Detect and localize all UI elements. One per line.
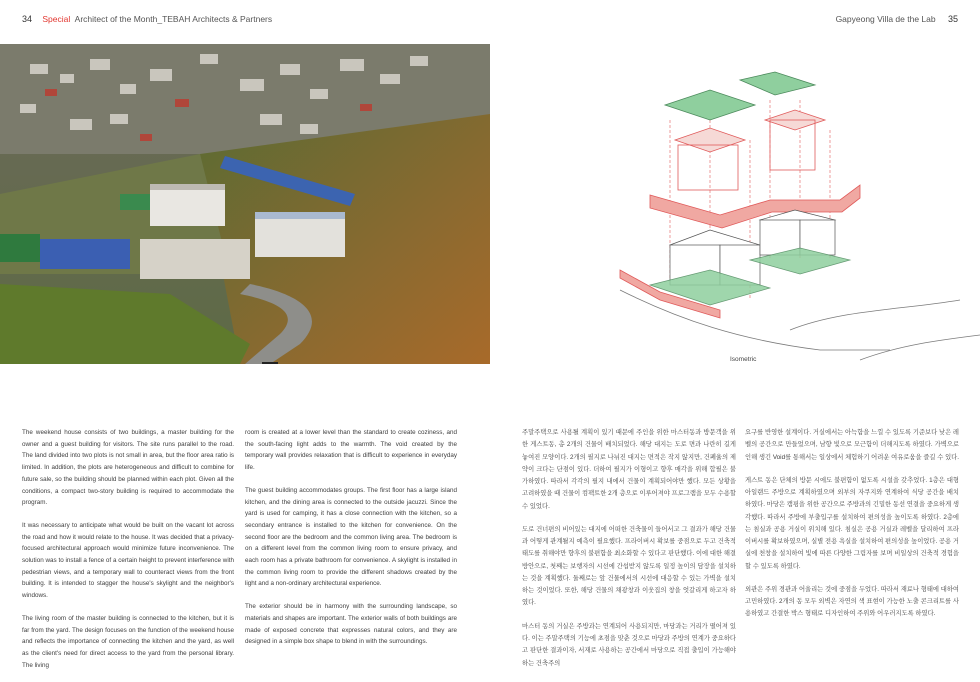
- paragraph: room is created at a lower level than the standard to create coziness, and the south-facing light adds to the warmth. The void created by the temporary wall provides relaxation that is difficult to experience in everyday life.: [245, 429, 457, 472]
- paragraph: 도로 건너편의 비어있는 대지에 어떠한 건축물이 들어서고 그 결과가 해당 건물과 어떻게 관계될지 예측이 필요했다. 프라이버시 확보를 중점으로 두고 건축적 태도를 취해야만 향후의 불편함을 최소화할 수 있다고 판단했다. 이에 대한 해결 방안으로, 첫째는 보행자의 시선에 간섭받지 않도록 일정 높이의 담장을 설치하는 것을 계획했다. 둘째로는 앞 건물에서의 시선에 대응할 수 있는 가벽을 설치하는 것이었다. 또한, 해당 건물의 채광창과 이웃집의 창을 엇갈리게 하고자 하였다.: [522, 525, 736, 607]
- paragraph: The living room of the master building is connected to the kitchen, but it is far from the yard. The design focuses on the function of the weekend house and reflects the importance of connecting the kitchen and the yard, as well as the client's need for direct access to the yard from the personal library. The living: [22, 614, 234, 669]
- paragraph: 외관은 주위 경관과 어울리는 것에 중점을 두었다. 따라서 재료나 형태에 대하여 고민하였다. 2개의 동 모두 외벽은 자연의 색 표현이 가능한 노출 콘크리트를 사용하였고 간결한 박스 형태로 디자인하여 주위와 어우러지도록 하였다.: [745, 585, 959, 618]
- english-column-1: [22, 427, 234, 682]
- english-column-2: [245, 427, 457, 659]
- isometric-diagram: [560, 60, 980, 370]
- aerial-photo-illustration: [0, 44, 490, 364]
- paragraph: 게스트 동은 단체의 방문 시에도 불편함이 없도록 시설을 갖추었다. 1층은 대형 아일랜드 주방으로 계획하였으며 외부의 자쿠지와 연계하여 식당 공간을 배치하였다. 마당은 캠핑을 위한 공간으로 주방과의 긴밀한 동선 연결을 중요하게 생각했다. 따라서 주방에 부출입구를 설치하여 편의성을 높이도록 하였다. 2층에는 침실과 공용 거실이 위치해 있다. 침실은 공용 거실과 레벨을 달리하여 프라이버시를 확보하였으며, 실별 전용 욕실을 설치하여 편의성을 높이었다. 공용 거실에 천창을 설치하여 빛에 따른 다양한 그림자를 보며 비일상의 건축적 경험을 할 수 있도록 하였다.: [745, 476, 959, 570]
- left-header: [22, 14, 272, 24]
- right-page-number: 35: [947, 14, 958, 24]
- diagram-caption: Isometric: [730, 356, 757, 363]
- paragraph: 마스터 동의 거실은 주방과는 연계되어 사용되지만, 마당과는 거리가 떨어져 있다. 이는 주말주택의 기능에 초점을 맞춘 것으로 마당과 주방의 연계가 중요하다고 판단한 결과이자, 서재로 사용하는 공간에서 마당으로 직접 출입이 가능해야 하는 건축주의: [522, 622, 736, 667]
- korean-column-2: [745, 427, 959, 632]
- paragraph: 요구를 반영한 설계이다. 거실에서는 아늑함을 느낄 수 있도록 기준보다 낮은 레벨의 공간으로 만들었으며, 남향 빛으로 모근함이 더해지도록 하였다. 가벽으로 인해 생긴 Void를 통해서는 일상에서 체험하기 어려운 여유로움을 즐길 수 있다.: [745, 429, 959, 461]
- article-title: Gapyeong Villa de the Lab: [835, 14, 936, 24]
- paragraph: It was necessary to anticipate what would be built on the vacant lot across the road and how it would relate to the house. It was decided that a privacy-focused architectural approach would minimize future inconvenience. The solution was to install a fence of a certain height to prevent interference with pedestrian views, and a temporary wall to counteract views from the front building. It is intended to stagger the house's skylight and the neighbor's windows.: [22, 521, 234, 600]
- paragraph: The exterior should be in harmony with the surrounding landscape, so materials and shapes are important. The exterior walls of both buildings are made of exposed concrete that expresses natural colors, and they are designed in a simple box shape to blend in with the surroundings.: [245, 603, 457, 646]
- section-subtitle: Architect of the Month_TEBAH Architects & Partners: [74, 14, 273, 24]
- paragraph: The weekend house consists of two buildings, a master building for the owner and a guest building for visitors. The site runs parallel to the road. The land divided into two plots is not small in area, but the floor area ratio is limited. In addition, the plots are heterogeneous and difficult to combine for future sale, so the building should be planned within each plot. Given all the conditions, a compact two-story building is required to accommodate the program.: [22, 429, 234, 507]
- paragraph: The guest building accommodates groups. The first floor has a large island kitchen, and the dining area is connected to the outside jacuzzi. Since the yard is used for camping, it has a close connection with the kitchen, so a secondary entrance is installed to the kitchen for convenience. On the second floor are the bedroom and the common living area. The bedroom is on a different level from the common living room to ensure privacy, and each room has a private bathroom for convenience. A skylight is installed in the common living room to provide the different shadows created by the light and a non-ordinary architectural experience.: [245, 486, 457, 588]
- left-page-number: 34: [22, 14, 33, 24]
- korean-column-1: [522, 427, 736, 681]
- paragraph: 주말주택으로 사용될 계획이 있기 때문에 주인을 위한 마스터동과 방문객을 위한 게스트동, 총 2개의 건물이 배치되었다. 해당 대지는 도로 면과 나란히 길게 놓여진 모양이다. 2개의 필지로 나뉘진 대지는 면적은 작지 않지만, 건폐율의 제약이 크다는 단점이 있다. 더하여 필지가 이형이고 향후 매각을 위해 합필은 불가하였다. 따라서 각각의 필지 내에서 건물이 계획되어야만 했다. 모든 상황을 고려하였을 때 건물이 컴팩트한 2개 층으로 이루어져야 프로그램을 모두 수용할 수 있었다.: [522, 429, 736, 510]
- right-header: [836, 14, 958, 24]
- isometric-diagram-illustration: [560, 60, 980, 370]
- aerial-photo: [0, 44, 490, 364]
- section-label: Special: [42, 14, 71, 24]
